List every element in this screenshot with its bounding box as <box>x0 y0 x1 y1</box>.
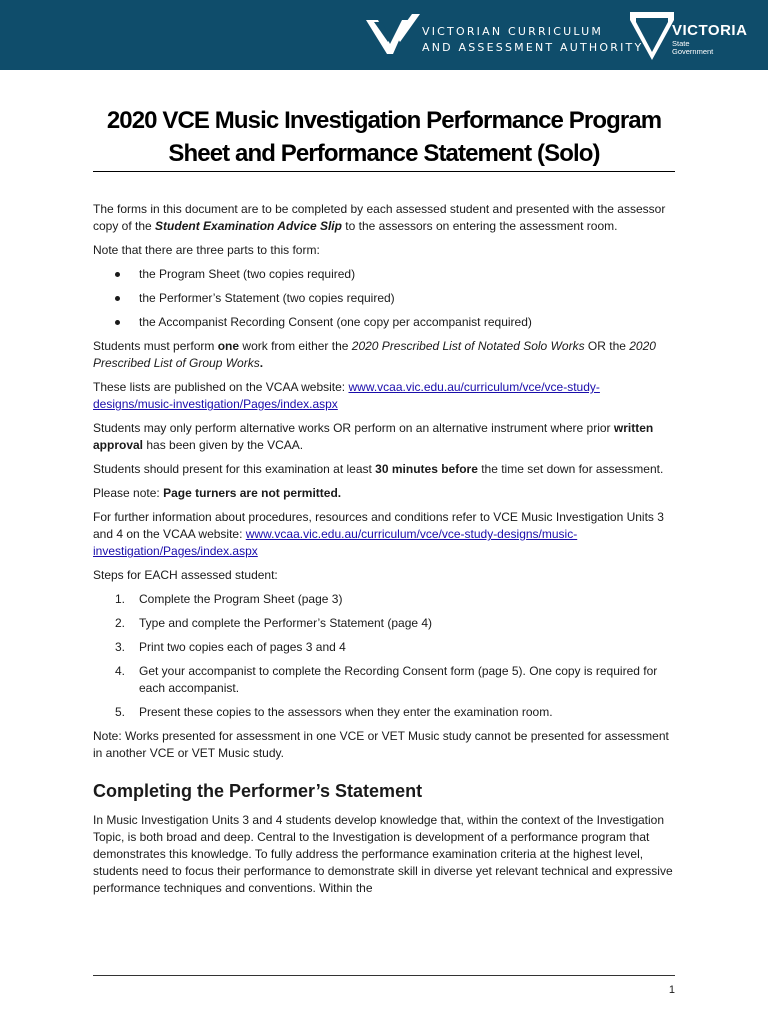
note-bold: Page turners are not permitted. <box>163 486 342 500</box>
perform-text: Students must perform <box>93 339 218 353</box>
step-text: Type and complete the Performer’s Statement (page 4) <box>139 616 433 630</box>
parts-intro: Note that there are three parts to this form: <box>93 243 320 257</box>
title-underline <box>93 171 675 172</box>
parts-list <box>93 266 675 331</box>
section-paragraph: In Music Investigation Units 3 and 4 students develop knowledge that, within the context of the Investigation Topic, is both broad and deep. Central to the Investigation is development of a performance program that demonstrates this knowledge. To fully address the performance examination criteria at the highest level, students need to focus their performance to demonstrate skill in diverse yet relevant technical and expressive performance techniques and conventions. Within the <box>93 813 673 895</box>
title-line-1: 2020 VCE Music Investigation Performance Program <box>106 107 662 134</box>
present-bold: 30 minutes before <box>375 462 478 476</box>
header-banner <box>0 0 768 70</box>
bullet-icon <box>115 296 120 301</box>
list-item-text: the Performer’s Statement (two copies required) <box>139 291 395 305</box>
state-label: State <box>672 39 690 48</box>
step-number: 2. <box>115 616 126 630</box>
alternative-text: Students may only perform alternative works OR perform on an alternative instrument where prior <box>93 421 614 435</box>
title-line-2: Sheet and Performance Statement (Solo) <box>168 140 600 167</box>
step-text: Present these copies to the assessors when they enter the examination room. <box>139 705 553 719</box>
alternative-text-end: has been given by the VCAA. <box>143 438 304 452</box>
perform-period: . <box>259 356 264 370</box>
document-body <box>93 201 675 904</box>
step-text: Get your accompanist to complete the Recording Consent form (page 5). One copy is required for each accompanist. <box>139 664 658 695</box>
list-item <box>93 290 675 307</box>
bullet-icon <box>115 320 120 325</box>
list-item <box>93 704 675 721</box>
vcaa-line-1: VICTORIAN CURRICULUM <box>422 25 604 38</box>
page-number: 1 <box>668 984 675 996</box>
victoria-wordmark: VICTORIA <box>672 22 748 39</box>
step-number: 5. <box>115 705 126 719</box>
solo-list-title: 2020 Prescribed List of Notated Solo Works <box>351 339 585 353</box>
further-text: For further information about procedures, resources and conditions refer to VCE Music Investigation Units 3 and 4 on the VCAA website: <box>93 510 664 541</box>
list-item <box>93 591 675 608</box>
steps-intro: Steps for EACH assessed student: <box>93 568 278 582</box>
step-text: Print two copies each of pages 3 and 4 <box>139 640 346 654</box>
intro-emphasis: Student Examination Advice Slip <box>155 219 342 233</box>
bullet-icon <box>115 272 120 277</box>
lists-text: These lists are published on the VCAA website: <box>93 380 349 394</box>
intro-text: The forms in this document are to be completed by each assessed student and presented with the assessor copy of the <box>93 202 666 233</box>
perform-text-2: work from either the <box>239 339 352 353</box>
alternative-paragraph <box>93 420 675 454</box>
vcaa-line-2: AND ASSESSMENT AUTHORITY <box>422 41 644 54</box>
perform-bold: one <box>217 339 240 353</box>
vcaa-wordmark <box>422 24 643 56</box>
list-item <box>93 615 675 632</box>
steps-list <box>93 591 675 721</box>
section-heading: Completing the Performer’s Statement <box>93 781 423 801</box>
list-item <box>93 663 675 697</box>
list-item-text: the Program Sheet (two copies required) <box>139 267 356 281</box>
vcaa-logo-icon <box>366 14 420 56</box>
government-label: Government <box>672 47 714 56</box>
intro-text-end: to the assessors on entering the assessment room. <box>341 219 618 233</box>
vcaa-study-design-link[interactable]: www.vcaa.vic.edu.au/curriculum/vce/vce-study-designs/music-investigation/Pages/index.aspx <box>93 380 600 411</box>
step-number: 1. <box>115 592 126 606</box>
present-text: Students should present for this examination at least <box>93 462 376 476</box>
step-number: 3. <box>115 640 126 654</box>
alternative-bold: written approval <box>93 421 654 452</box>
list-item-text: the Accompanist Recording Consent (one copy per accompanist required) <box>139 315 532 329</box>
vcaa-further-info-link[interactable]: www.vcaa.vic.edu.au/curriculum/vce/vce-study-designs/music-investigation/Pages/index.aspx <box>93 527 578 558</box>
further-info-paragraph <box>93 509 675 560</box>
list-item <box>93 639 675 656</box>
intro-paragraph <box>93 201 675 235</box>
perform-paragraph <box>93 338 675 372</box>
footer-rule <box>93 975 675 976</box>
group-list-title: 2020 Prescribed List of Group Works <box>93 339 656 370</box>
victoria-state-logo-icon <box>630 12 674 60</box>
step-text: Complete the Program Sheet (page 3) <box>139 592 343 606</box>
document-title <box>93 104 675 170</box>
page-turners-note <box>93 485 675 502</box>
present-text-end: the time set down for assessment. <box>477 462 664 476</box>
lists-paragraph <box>93 379 675 413</box>
state-government-label <box>672 40 713 56</box>
present-paragraph <box>93 461 675 478</box>
list-item <box>93 266 675 283</box>
perform-text-3: OR the <box>584 339 630 353</box>
list-item <box>93 314 675 331</box>
works-note: Note: Works presented for assessment in one VCE or VET Music study cannot be presented for assessment in another VCE or VET Music study. <box>93 729 669 760</box>
note-label: Please note: <box>93 486 164 500</box>
step-number: 4. <box>115 664 126 678</box>
